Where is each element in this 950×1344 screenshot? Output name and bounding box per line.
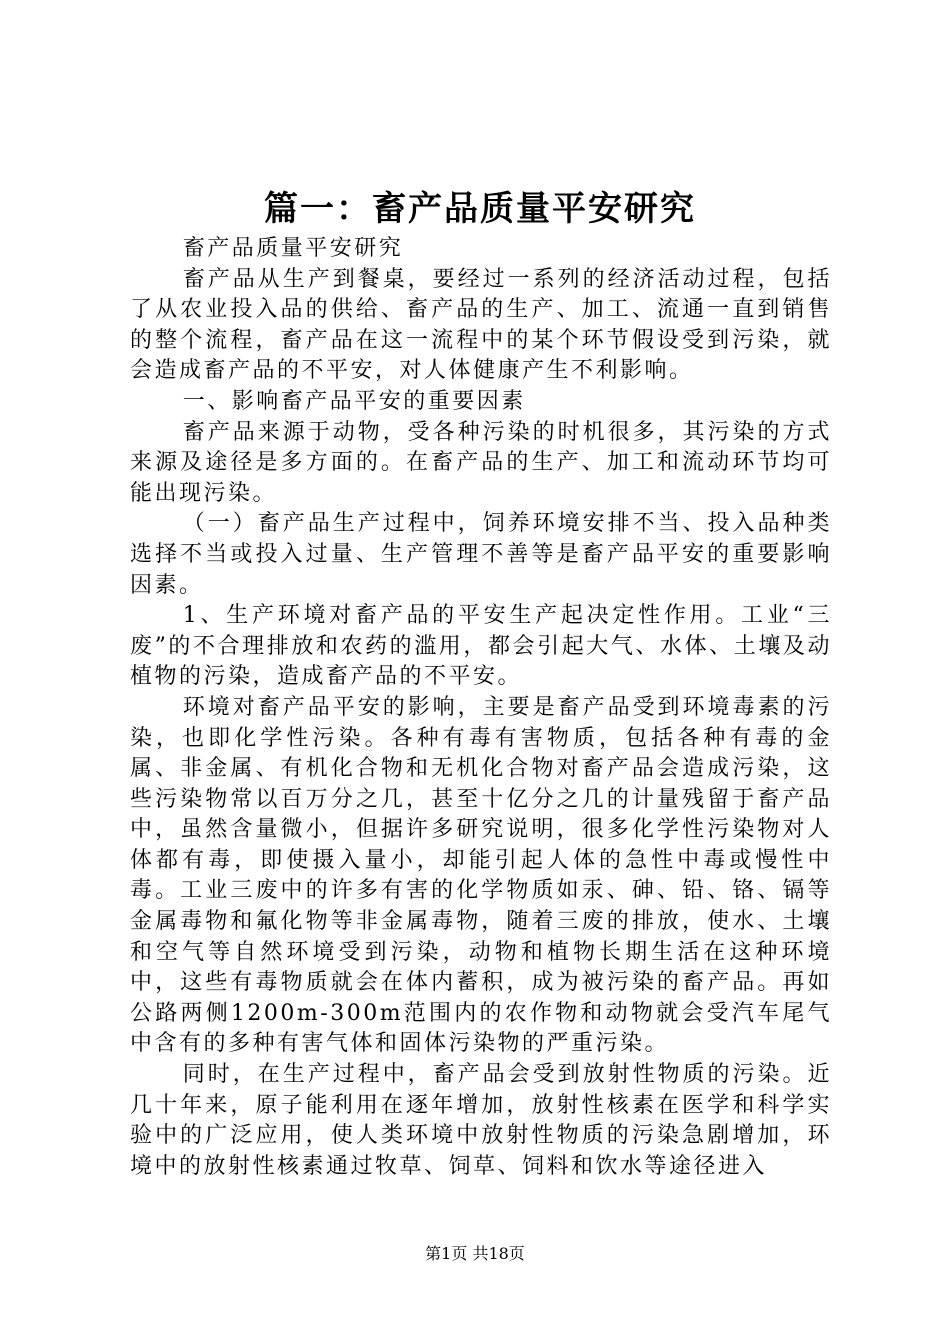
document-body <box>130 234 832 1182</box>
section-heading-1: 一、影响畜产品平安的重要因素 <box>182 388 526 414</box>
paragraph-environment: 1、生产环境对畜产品的平安生产起决定性作用。工业“三废”的不合理排放和农药的滥用，都会引起大气、水体、土壤及动植物的污染，造成畜产品的不平安。 <box>130 603 832 690</box>
paragraph-sources: 畜产品来源于动物，受各种污染的时机很多，其污染的方式来源及途径是多方面的。在畜产品的生产、加工和流动环节均可能出现污染。 <box>130 419 832 506</box>
subsection-heading-1: （一）畜产品生产过程中，饲养环境安排不当、投入品种类选择不当或投入过量、生产管理不善等是畜产品平安的重要影响因素。 <box>130 511 832 598</box>
document-title: 篇一：畜产品质量平安研究 <box>264 189 696 229</box>
paragraph-subtitle: 畜产品质量平安研究 <box>182 236 404 261</box>
paragraph-chemical-pollution: 环境对畜产品平安的影响，主要是畜产品受到环境毒素的污染，也即化学性污染。各种有毒有害物质，包括各种有毒的金属、非金属、有机化合物和无机化合物对畜产品会造成污染，这些污染物常以百万分之几，甚至十亿分之几的计量残留于畜产品中，虽然含量微小，但据许多研究说明，很多化学性污染物对人体都有毒，即使摄入量小，却能引起人体的急性中毒或慢性中毒。工业三废中的许多有害的化学物质如汞、砷、铅、铬、镉等金属毒物和氟化物等非金属毒物，随着三废的排放，使水、土壤和空气等自然环境受到污染，动物和植物长期生活在这种环境中，这些有毒物质就会在体内蓄积，成为被污染的畜产品。再如公路两侧1200m-300m范围内的农作物和动物就会受汽车尾气中含有的多种有害气体和固体污染物的严重污染。 <box>130 694 832 1057</box>
page-number-footer: 第1页 共18页 <box>425 1244 525 1263</box>
paragraph-radioactive-pollution: 同时，在生产过程中，畜产品会受到放射性物质的污染。近几十年来，原子能利用在逐年增加，放射性核素在医学和科学实验中的广泛应用，使人类环境中放射性物质的污染急剧增加，环境中的放射性核素通过牧草、饲草、饲料和饮水等途径进入 <box>130 1062 832 1179</box>
paragraph-intro: 畜产品从生产到餐桌，要经过一系列的经济活动过程，包括了从农业投入品的供给、畜产品的生产、加工、流通一直到销售的整个流程，畜产品在这一流程中的某个环节假设受到污染，就会造成畜产品的不平安，对人体健康产生不利影响。 <box>130 266 832 384</box>
